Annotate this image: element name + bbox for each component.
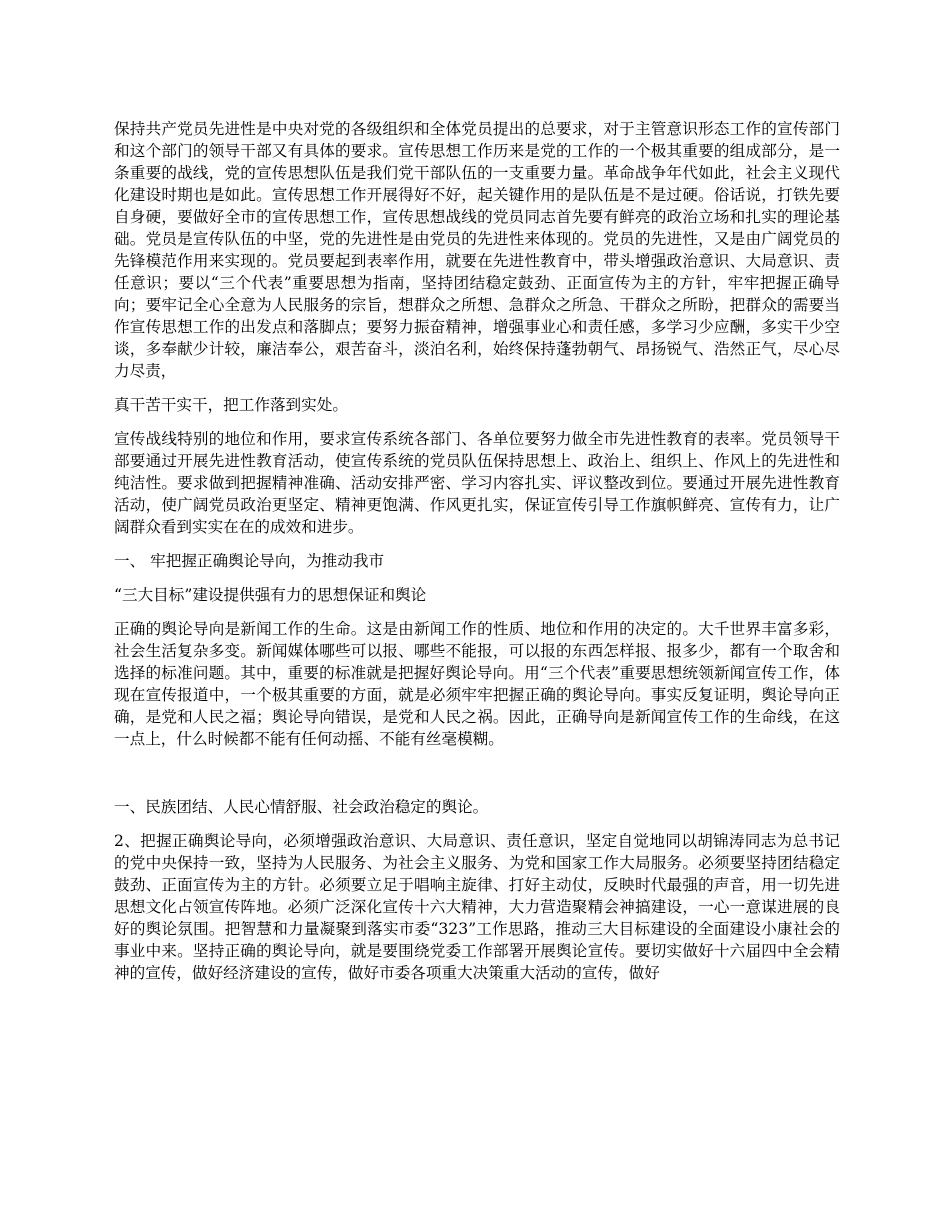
- paragraph-exemplar-role: 宣传战线特别的地位和作用，要求宣传系统各部门、各单位要努力做全市先进性教育的表率。党员领导干部要通过开展先进性教育活动，使宣传系统的党员队伍保持思想上、政治上、组织上、作风上的先进性和纯洁性。要求做到把握精神准确、活动安排严密、学习内容扎实、评议整改到位。要通过开展先进性教育活动，使广阔党员政治更坚定、精神更饱满、作风更扎实，保证宣传引导工作旗帜鲜亮、宣传有力，让广阔群众看到实实在在的成效和进步。: [114, 430, 840, 536]
- paragraph-opinion-guidance: 正确的舆论导向是新闻工作的生命。这是由新闻工作的性质、地位和作用的决定的。大千世界丰富多彩，社会生活复杂多变。新闻媒体哪些可以报、哪些不能报，可以报的东西怎样报、报多少，都有一个取舍和选择的标准问题。其中，重要的标准就是把握好舆论导向。用“三个代表”重要思想统领新闻宣传工作，体现在宣传报道中，一个极其重要的方面，就是必须牢牢把握正确的舆论导向。事实反复证明，舆论导向正确，是党和人民之福；舆论导向错误，是党和人民之祸。因此，正确导向是新闻宣传工作的生命线，在这一点上，什么时候都不能有任何动摇、不能有丝毫模糊。: [114, 620, 840, 748]
- section-heading-1-continued: “三大目标”建设提供强有力的思想保证和舆论: [114, 586, 427, 604]
- section-heading-unity: 一、民族团结、人民心情舒服、社会政治稳定的舆论。: [114, 798, 489, 816]
- paragraph-intro: 保持共产党员先进性是中央对党的各级组织和全体党员提出的总要求，对于主管意识形态工作的宣传部门和这个部门的领导干部又有具体的要求。宣传思想工作历来是党的工作的一个极其重要的组成部分，是一条重要的战线，党的宣传思想队伍是我们党干部队伍的一支重要力量。革命战争年代如此，社会主义现代化建设时期也是如此。宣传思想工作开展得好不好，起关键作用的是队伍是不是过硬。俗话说，打铁先要自身硬，要做好全市的宣传思想工作，宣传思想战线的党员同志首先要有鲜亮的政治立场和扎实的理论基础。党员是宣传队伍的中坚，党的先进性是由党员的先进性来体现的。党员的先进性，又是由广阔党员的先锋模范作用来实现的。党员要起到表率作用，就要在先进性教育中，带头增强政治意识、大局意识、责任意识；要以“三个代表”重要思想为指南，坚持团结稳定鼓劲、正面宣传为主的方针，牢牢把握正确导向；要牢记全心全意为人民服务的宗旨，想群众之所想、急群众之所急、干群众之所盼，把群众的需要当作宣传思想工作的出发点和落脚点；要努力振奋精神，增强事业心和责任感，多学习少应酬，多实干少空谈，多奉献少计较，廉洁奉公，艰苦奋斗，淡泊名利，始终保持蓬勃朝气、昂扬锐气、浩然正气，尽心尽力尽责，: [114, 120, 840, 380]
- paragraph-point-2: 2、把握正确舆论导向，必须增强政治意识、大局意识、责任意识，坚定自觉地同以胡锦涛同志为总书记的党中央保持一致，坚持为人民服务、为社会主义服务、为党和国家工作大局服务。必须要坚持团结稳定鼓劲、正面宣传为主的方针。必须要立足于唱响主旋律、打好主动仗，反映时代最强的声音，用一切先进思想文化占领宣传阵地。必须广泛深化宣传十六大精神，大力营造聚精会神搞建设，一心一意谋进展的良好的舆论氛围。把智慧和力量凝聚到落实市委“323”工作思路，推动三大目标建设的全面建设小康社会的事业中来。坚持正确的舆论导向，就是要围绕党委工作部署开展舆论宣传。要切实做好十六届四中全会精神的宣传，做好经济建设的宣传，做好市委各项重大决策重大活动的宣传，做好: [114, 832, 840, 982]
- paragraph-practical-work: 真干苦干实干，把工作落到实处。: [114, 396, 348, 414]
- document-body: [114, 118, 840, 994]
- section-heading-1: 一、 牢把握正确舆论导向，为推动我市: [114, 552, 385, 570]
